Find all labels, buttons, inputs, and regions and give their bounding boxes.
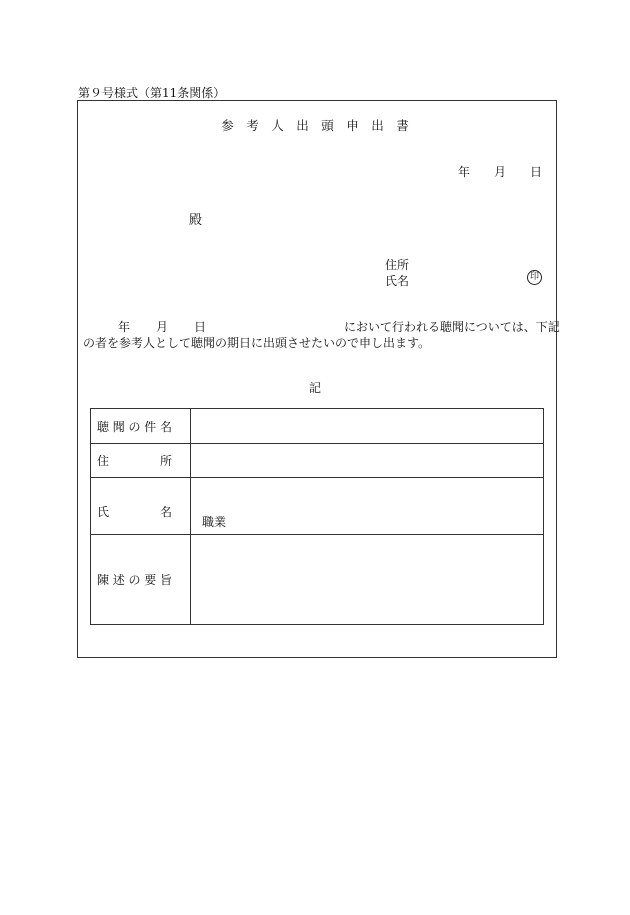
title-char: 出 [371, 118, 384, 133]
body-date-year: 年 [118, 320, 131, 334]
table-row [91, 535, 544, 625]
ki-heading: 記 [308, 381, 321, 395]
applicant-name-label: 氏名 [385, 274, 410, 288]
title-char: 頭 [321, 118, 334, 133]
body-date-month: 月 [156, 320, 169, 334]
title-char: 考 [246, 118, 259, 133]
submission-date [458, 163, 542, 180]
body-text-line2: の者を参考人として聴聞の期日に出頭させたいので申し出ます。 [83, 336, 431, 350]
document-title [0, 116, 630, 134]
title-char: 人 [271, 118, 284, 133]
date-year: 年 [458, 165, 471, 179]
body-text-line1: において行われる聴聞については、下記 [344, 320, 560, 334]
address-field[interactable] [191, 444, 544, 478]
applicant-address-label: 住所 [385, 258, 410, 272]
date-day: 日 [530, 165, 543, 179]
hearing-name-label: 聴 聞 の 件 名 [91, 409, 191, 444]
date-month: 月 [494, 165, 507, 179]
name-field[interactable] [191, 478, 544, 535]
name-label: 氏 名 [91, 478, 191, 535]
title-char: 出 [296, 118, 309, 133]
form-number-label: 第９号様式（第11条関係） [78, 86, 226, 100]
body-date-day: 日 [194, 320, 207, 334]
statement-summary-label: 陳 述 の 要 旨 [91, 535, 191, 625]
title-char: 書 [396, 118, 409, 133]
seal-mark: 印 [527, 270, 542, 285]
statement-summary-field[interactable] [191, 535, 544, 625]
addressee-suffix: 殿 [189, 213, 203, 228]
occupation-label: 職業 [202, 515, 227, 529]
table-row [91, 478, 544, 535]
title-char: 参 [221, 118, 234, 133]
table-row [91, 409, 544, 444]
hearing-name-field[interactable] [191, 409, 544, 444]
title-char: 申 [346, 118, 359, 133]
address-label: 住 所 [91, 444, 191, 478]
body-date [118, 318, 206, 335]
table-row [91, 444, 544, 478]
detail-table [90, 408, 544, 625]
